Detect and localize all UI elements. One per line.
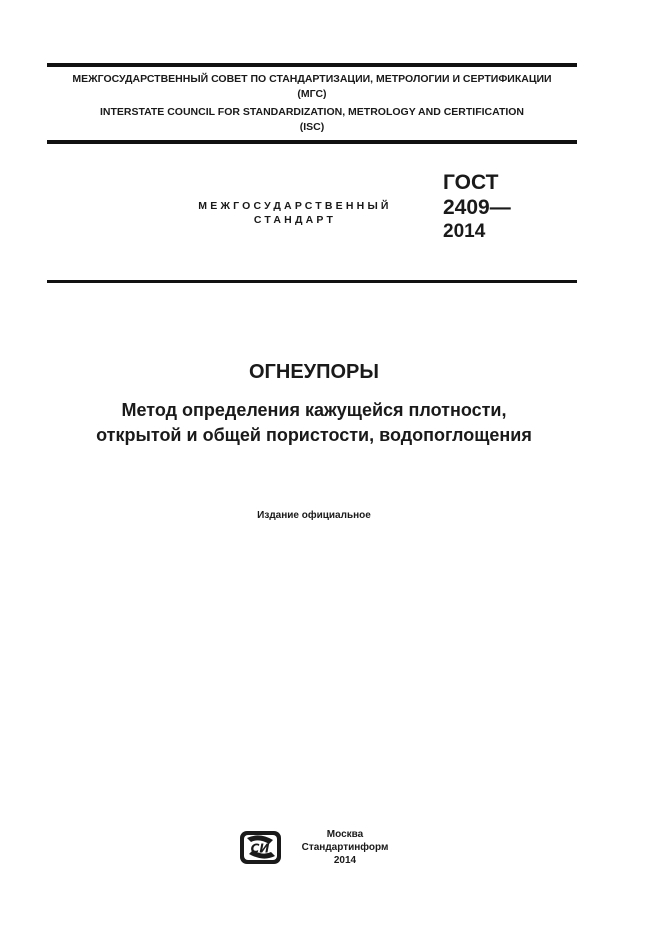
subtitle-line1: Метод определения кажущейся плотности, <box>121 400 507 420</box>
publisher-info <box>290 828 400 867</box>
document-title: ОГНЕУПОРЫ <box>249 361 379 383</box>
subtitle-line2: открытой и общей пористости, водопоглощения <box>96 425 532 445</box>
publisher-name: Стандартинформ <box>301 842 389 853</box>
standard-type-line1: МЕЖГОСУДАРСТВЕННЫЙ <box>198 200 392 212</box>
logo-letters: СИ <box>250 841 270 856</box>
council-ru-abbr: (МГС) <box>297 88 327 100</box>
council-en-abbr: (ISC) <box>299 121 325 133</box>
standard-designation <box>443 170 511 244</box>
top-divider <box>47 63 577 67</box>
council-ru-line1: МЕЖГОСУДАРСТВЕННЫЙ СОВЕТ ПО СТАНДАРТИЗАЦИИ, МЕТРОЛОГИИ И СЕРТИФИКАЦИИ <box>72 73 552 85</box>
gost-number: 2409— <box>443 196 511 219</box>
document-subtitle <box>47 398 581 448</box>
designation-divider <box>47 280 577 283</box>
standard-type <box>150 199 440 227</box>
publisher-year: 2014 <box>333 855 357 866</box>
standard-type-line2: СТАНДАРТ <box>253 214 337 226</box>
gost-year: 2014 <box>443 221 486 242</box>
council-name-ru <box>47 72 577 102</box>
edition-note: Издание официальное <box>257 510 371 521</box>
council-name-en <box>47 105 577 135</box>
standartinform-logo-icon <box>239 828 285 866</box>
publisher-city: Москва <box>326 829 364 840</box>
gost-prefix: ГОСТ <box>443 171 499 194</box>
council-en-line1: INTERSTATE COUNCIL FOR STANDARDIZATION, METROLOGY AND CERTIFICATION <box>99 106 525 118</box>
header-divider <box>47 140 577 144</box>
